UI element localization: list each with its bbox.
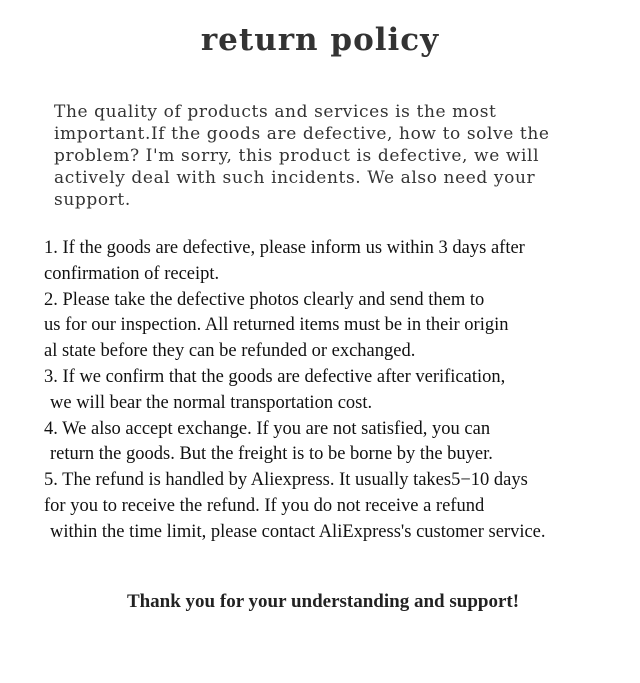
rule-4-line: return the goods. But the freight is to be borne by the buyer. [50,444,493,465]
rule-5-line: 5. The refund is handled by Aliexpress. It usually takes5−10 days [44,470,528,491]
thank-you-message: Thank you for your understanding and support! [126,591,520,612]
intro-line: important.If the goods are defective, how to solve the [54,124,550,144]
rule-5-line: for you to receive the refund. If you do not receive a refund [44,495,485,516]
rule-1-line: 1. If the goods are defective, please inform us within 3 days after [44,238,525,258]
rule-1-line: confirmation of receipt. [44,263,220,284]
rule-4-line: 4. We also accept exchange. If you are not satisfied, you can [44,418,491,439]
page-title: return policy [200,22,440,58]
rule-5-line: within the time limit, please contact AliExpress's customer service. [50,521,546,542]
intro-line: The quality of products and services is the most [54,102,497,122]
rule-2-line: us for our inspection. All returned items must be in their origin [44,315,509,336]
policy-rules-list [44,236,640,546]
intro-line: support. [54,190,131,210]
rule-3-line: 3. If we confirm that the goods are defective after verification, [44,366,506,387]
rule-3-line: we will bear the normal transportation cost. [50,392,373,413]
rule-2-line: 2. Please take the defective photos clearly and send them to [44,289,485,310]
intro-paragraph [54,101,614,211]
intro-line: actively deal with such incidents. We also need your [54,168,536,188]
intro-line: problem? I'm sorry, this product is defective, we will [54,146,540,166]
rule-2-line: al state before they can be refunded or exchanged. [44,341,416,362]
